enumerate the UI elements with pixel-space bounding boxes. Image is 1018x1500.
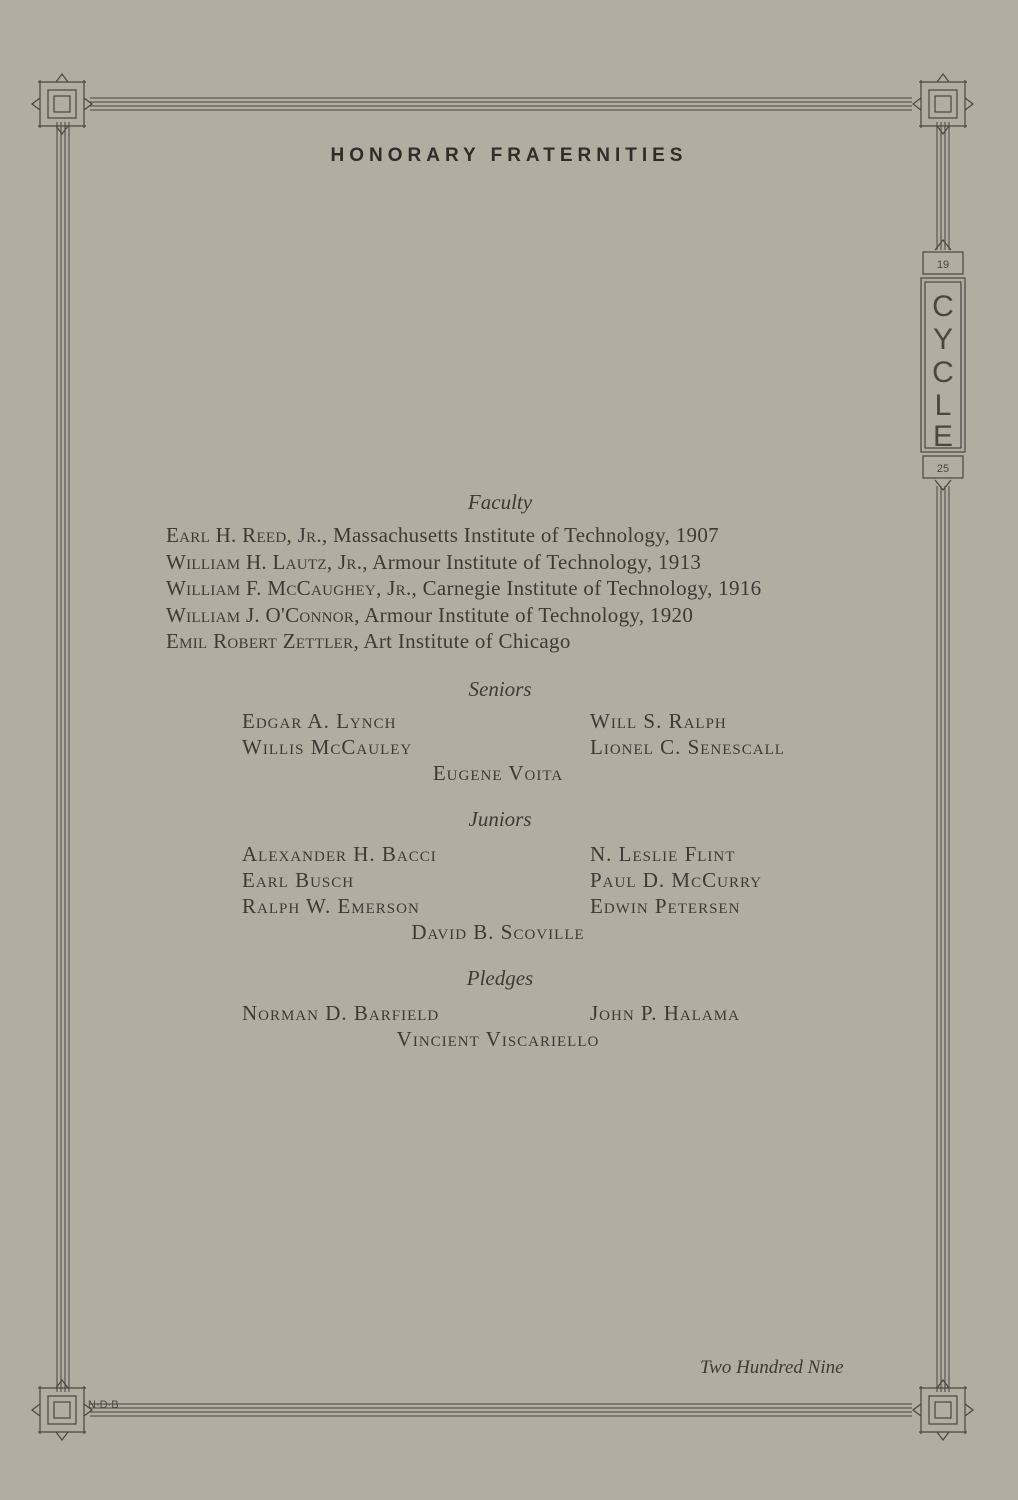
corner-ornament-top-right — [913, 74, 973, 134]
junior-name: N. Leslie Flint — [590, 842, 736, 866]
page-number: Two Hundred Nine — [700, 1357, 844, 1378]
faculty-section-title: Faculty — [467, 490, 533, 514]
pledge-name: John P. Halama — [590, 1001, 740, 1025]
junior-name: Edwin Petersen — [590, 894, 741, 918]
faculty-entry: Emil Robert Zettler, Art Institute of Chicago — [166, 629, 571, 653]
faculty-entry: William J. O'Connor, Armour Institute of Technology, 1920 — [166, 602, 694, 627]
svg-text:L: L — [934, 389, 952, 422]
junior-name: Alexander H. Bacci — [242, 842, 437, 866]
faculty-entry: William H. Lautz, Jr., Armour Institute of Technology, 1913 — [166, 549, 702, 574]
junior-name: Paul D. McCurry — [590, 868, 762, 892]
seniors-section-title: Seniors — [468, 677, 532, 701]
corner-ornament-top-left — [32, 74, 92, 134]
junior-name: David B. Scoville — [411, 920, 585, 944]
pledges-section-title: Pledges — [466, 966, 534, 990]
senior-name: Edgar A. Lynch — [242, 709, 397, 733]
svg-text:E: E — [932, 420, 954, 453]
senior-name: Will S. Ralph — [590, 709, 727, 733]
svg-text:Y: Y — [932, 323, 954, 356]
cycle-year-top: 19 — [936, 259, 950, 271]
faculty-list — [166, 522, 761, 655]
corner-ornament-bottom-left — [32, 1380, 92, 1440]
juniors-section-title: Juniors — [468, 807, 532, 831]
corner-ornament-bottom-right — [913, 1380, 973, 1440]
svg-text:C: C — [932, 290, 954, 323]
senior-name: Willis McCauley — [242, 735, 413, 759]
faculty-entry: Earl H. Reed, Jr., Massachusetts Institute of Technology, 1907 — [166, 523, 719, 547]
artist-monogram: N·D·B — [88, 1399, 119, 1411]
cycle-year-bottom: 25 — [936, 463, 950, 475]
svg-text:C: C — [932, 356, 954, 389]
faculty-entry: William F. McCaughey, Jr., Carnegie Institute of Technology, 1916 — [166, 576, 762, 600]
senior-name: Lionel C. Senescall — [590, 735, 785, 759]
pledge-name: Norman D. Barfield — [242, 1001, 440, 1025]
junior-name: Earl Busch — [242, 868, 355, 892]
page-heading: HONORARY FRATERNITIES — [330, 145, 688, 166]
senior-name: Eugene Voita — [432, 761, 564, 785]
junior-name: Ralph W. Emerson — [242, 894, 420, 918]
pledge-name: Vincient Viscariello — [396, 1027, 600, 1051]
